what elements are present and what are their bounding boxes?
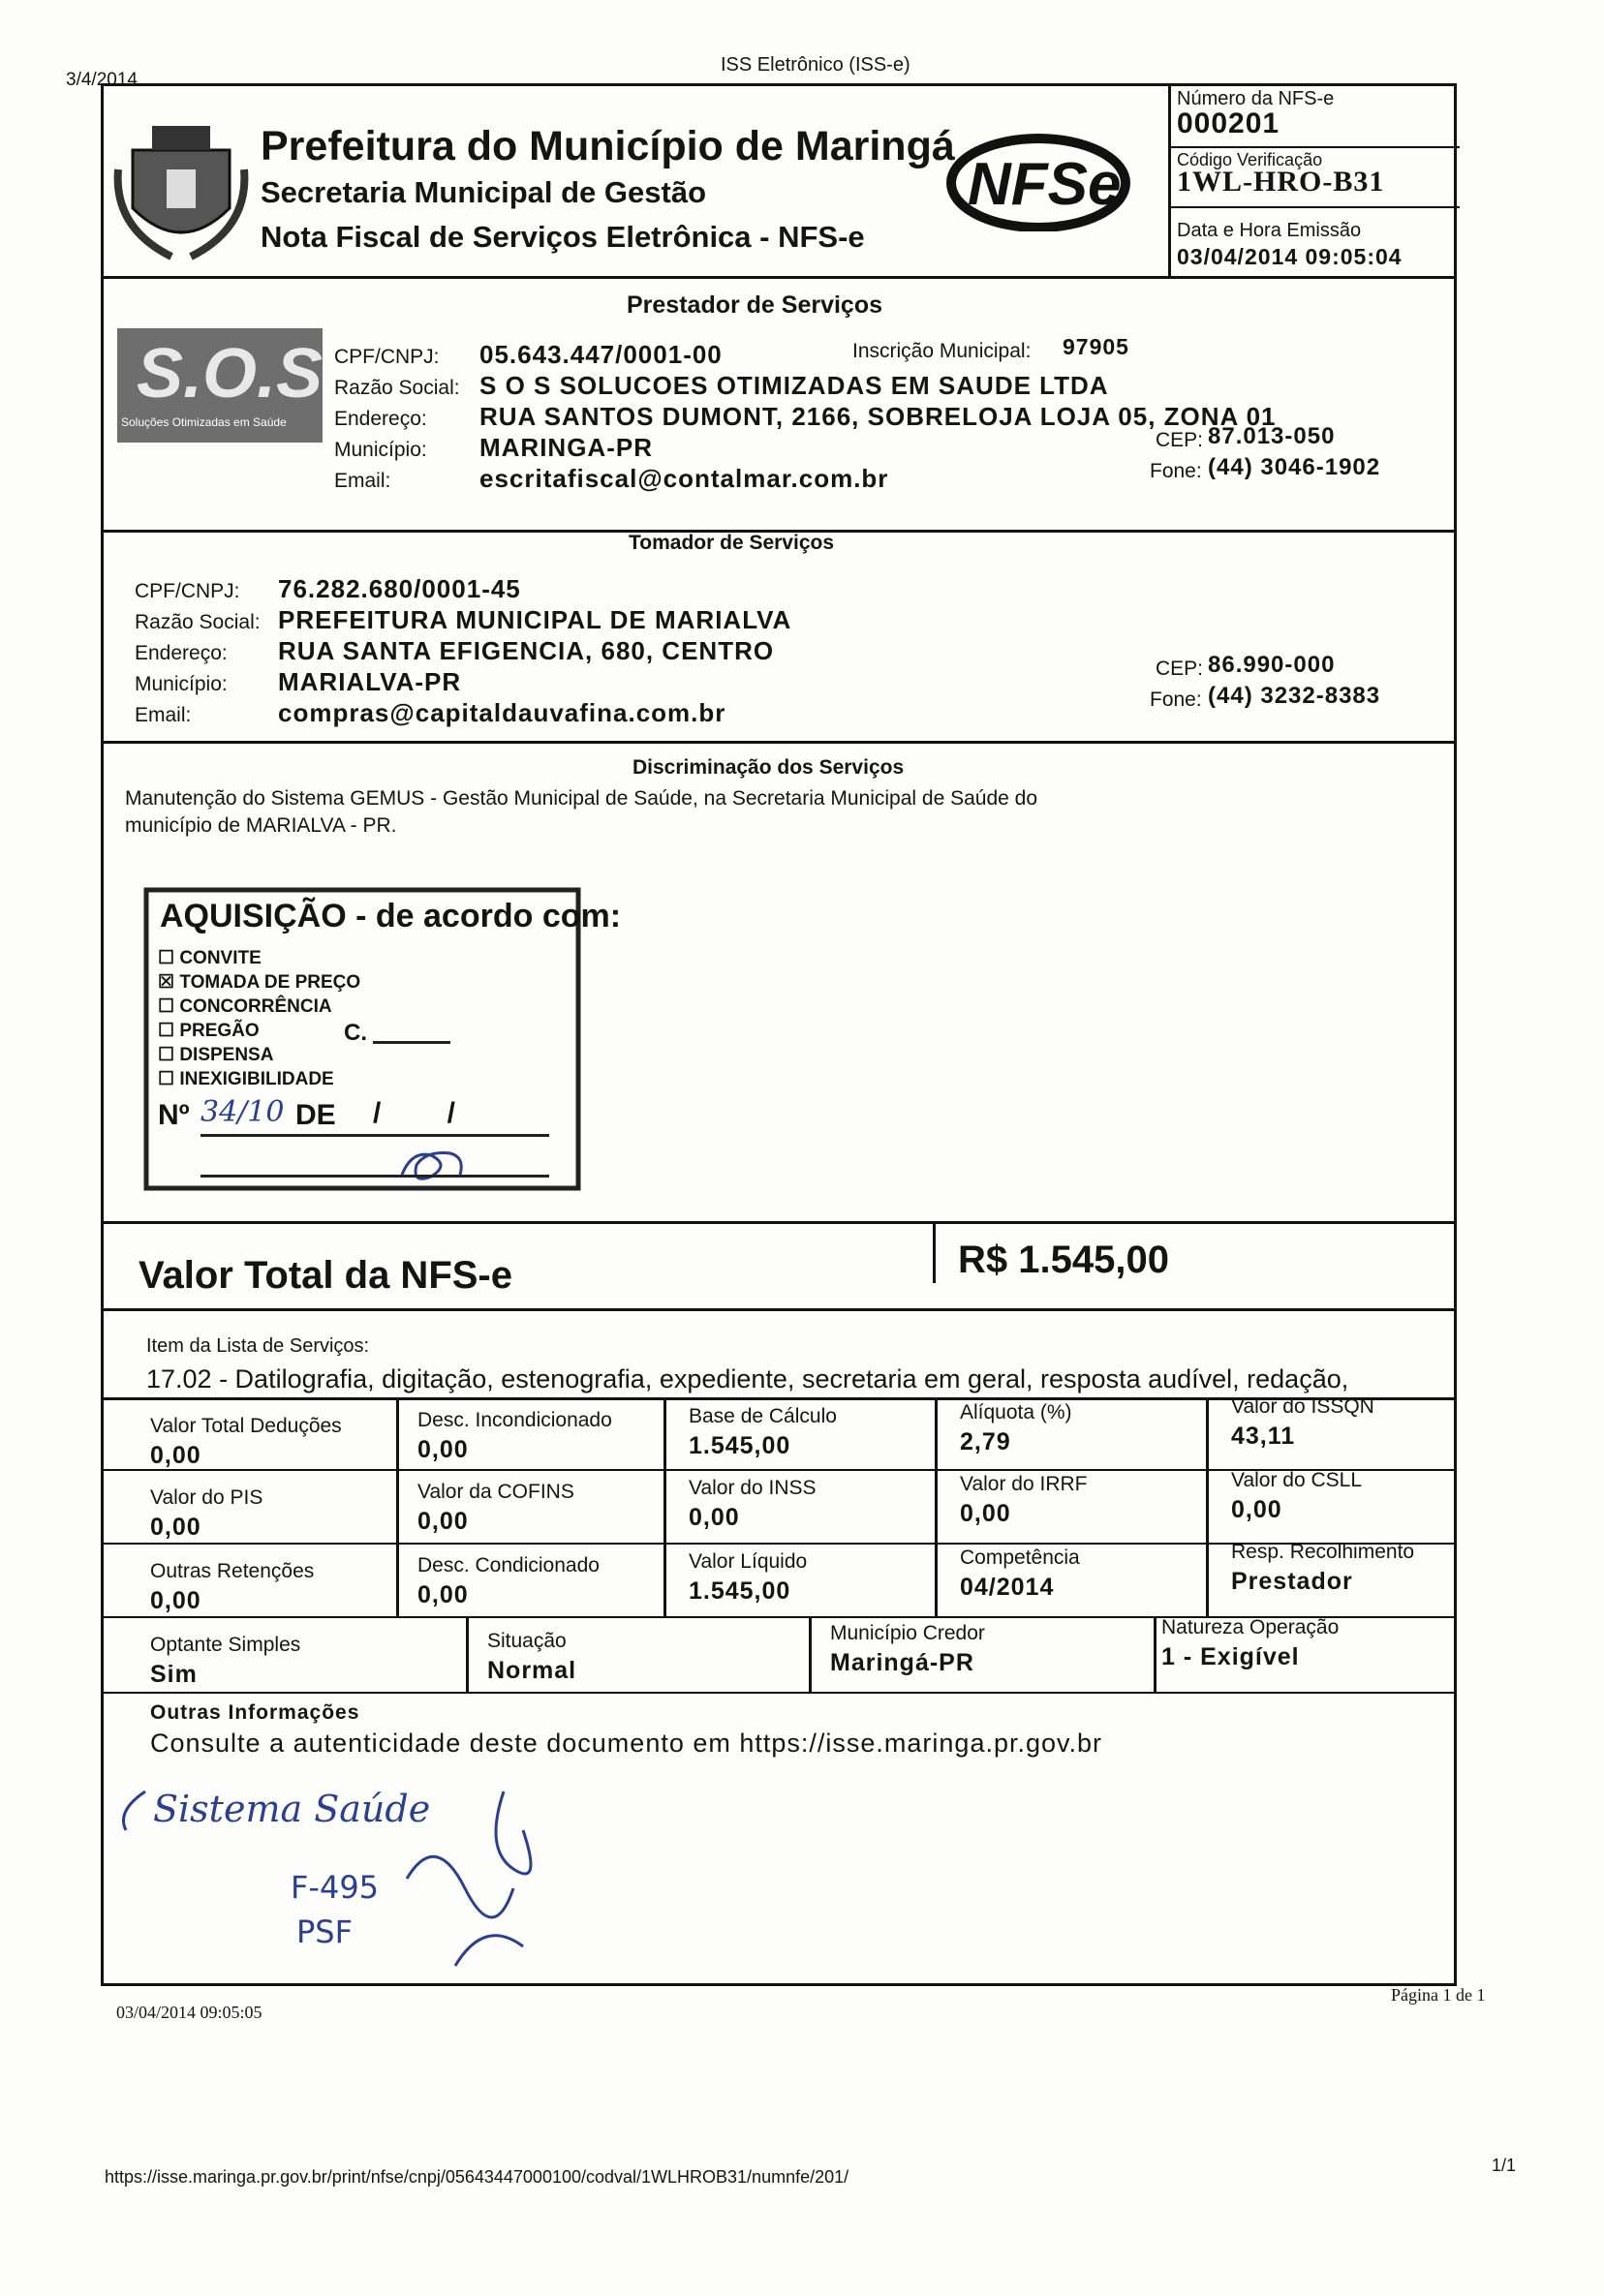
stamp-option-concorrencia: ☐ CONCORRÊNCIA <box>158 996 332 1017</box>
tomador-cep-value: 86.990-000 <box>1208 652 1336 678</box>
cell-label: Desc. Incondicionado <box>417 1409 612 1431</box>
nfse-id-box <box>1168 86 1460 276</box>
codigo-value: 1WL-HRO-B31 <box>1177 166 1385 198</box>
nfse-logo-icon <box>946 125 1140 231</box>
handwriting-line3: PSF <box>296 1913 354 1950</box>
tomador-municipio-value: MARIALVA-PR <box>278 667 462 696</box>
prestador-cpf-value: 05.643.447/0001-00 <box>479 340 723 369</box>
data-emissao-value: 03/04/2014 09:05:04 <box>1177 244 1403 269</box>
cell-value: Sim <box>150 1661 198 1688</box>
footer-page: Página 1 de 1 <box>1391 1985 1486 2005</box>
cell-label: Valor do IRRF <box>960 1473 1088 1495</box>
codigo-label: Código Verificação <box>1177 150 1323 169</box>
document-type: Nota Fiscal de Serviços Eletrônica - NFS-e <box>261 220 865 254</box>
stamp-initials-icon <box>392 1146 470 1188</box>
outras-title: Outras Informações <box>150 1701 360 1724</box>
footer-page-fraction: 1/1 <box>1492 2156 1517 2175</box>
prestador-cpf-label: CPF/CNPJ: <box>334 346 440 368</box>
prestador-municipio-value: MARINGA-PR <box>479 433 653 462</box>
tomador-cpf-label: CPF/CNPJ: <box>135 580 240 602</box>
cell-value: Prestador <box>1231 1568 1353 1595</box>
prestador-endereco-label: Endereço: <box>334 408 427 430</box>
tomador-title: Tomador de Serviços <box>629 532 835 554</box>
handwriting-line2: F-495 <box>291 1869 380 1906</box>
browser-page-title: ISS Eletrônico (ISS-e) <box>721 54 910 76</box>
stamp-no-value: 34/10 <box>200 1095 285 1129</box>
total-value: R$ 1.545,00 <box>958 1239 1169 1281</box>
discriminacao-line2: município de MARIALVA - PR. <box>125 814 397 837</box>
cell-label: Alíquota (%) <box>960 1401 1072 1424</box>
stamp-option-dispensa: ☐ DISPENSA <box>158 1045 274 1065</box>
tomador-municipio-label: Município: <box>135 673 228 695</box>
cell-value: 1.545,00 <box>689 1577 791 1605</box>
numero-label: Número da NFS-e <box>1177 88 1335 109</box>
municipal-crest-icon <box>113 111 249 266</box>
cell-label: Valor da COFINS <box>417 1481 574 1503</box>
cell-label: Situação <box>487 1630 567 1652</box>
cell-label: Resp. Recolhimento <box>1231 1541 1415 1563</box>
stamp-c-label: C. <box>344 1020 367 1046</box>
cell-value: 0,00 <box>150 1587 201 1614</box>
numero-value: 000201 <box>1177 107 1280 139</box>
prestador-title: Prestador de Serviços <box>627 291 883 319</box>
footer-url[interactable]: https://isse.maringa.pr.gov.br/print/nfse/cnpj/05643447000100/codval/1WLHROB31/numnfe/201/ <box>105 2167 849 2187</box>
cell-value: 0,00 <box>417 1508 469 1535</box>
cell-value: 1.545,00 <box>689 1432 791 1459</box>
nfse-logo-text: NFSe <box>968 151 1122 218</box>
stamp-option-label: TOMADA DE PREÇO <box>179 972 361 993</box>
cell-value: Maringá-PR <box>830 1649 974 1676</box>
footer-timestamp: 03/04/2014 09:05:05 <box>116 2003 262 2022</box>
prestador-email-value: escritafiscal@contalmar.com.br <box>479 464 889 493</box>
municipality-name: Prefeitura do Município de Maringá <box>261 123 955 169</box>
stamp-option-label: DISPENSA <box>179 1045 274 1065</box>
nfse-document <box>101 83 1457 1986</box>
cell-value: 0,00 <box>689 1504 740 1531</box>
stamp-date-line <box>200 1134 549 1137</box>
acquisition-stamp <box>140 884 622 1199</box>
cell-value: 0,00 <box>417 1436 469 1463</box>
cell-label: Valor do INSS <box>689 1477 817 1499</box>
sos-logo-text: S.O.S <box>137 335 324 413</box>
cell-label: Valor do CSLL <box>1231 1469 1363 1491</box>
stamp-option-label: INEXIGIBILIDADE <box>179 1069 334 1089</box>
prestador-cep-label: CEP: <box>1156 429 1204 451</box>
cell-value: Normal <box>487 1657 577 1684</box>
cell-label: Competência <box>960 1546 1080 1569</box>
tomador-fone-value: (44) 3232-8383 <box>1208 683 1381 709</box>
cell-label: Valor do ISSQN <box>1231 1395 1374 1418</box>
stamp-de-label: DE <box>295 1099 336 1131</box>
tomador-email-value: compras@capitaldauvafina.com.br <box>278 698 726 727</box>
stamp-option-label: CONCORRÊNCIA <box>179 996 332 1017</box>
cell-value: 2,79 <box>960 1428 1011 1455</box>
print-date: 3/4/2014 <box>66 70 138 90</box>
sos-logo-subtext: Soluções Otimizadas em Saúde <box>121 415 287 429</box>
tomador-cpf-value: 76.282.680/0001-45 <box>278 574 521 603</box>
sos-logo <box>117 328 323 443</box>
stamp-title: AQUISIÇÃO - de acordo com: <box>160 898 622 934</box>
prestador-razao-value: S O S SOLUCOES OTIMIZADAS EM SAUDE LTDA <box>479 371 1109 400</box>
cell-value: 1 - Exigível <box>1161 1643 1300 1670</box>
tomador-cep-label: CEP: <box>1156 658 1204 680</box>
cell-label: Optante Simples <box>150 1634 301 1656</box>
handwriting-line1: Sistema Saúde <box>153 1788 431 1830</box>
item-lista-value: 17.02 - Datilografia, digitação, estenografia, expediente, secretaria em geral, resposta audível, redação, <box>146 1364 1349 1393</box>
cell-value: 0,00 <box>417 1581 469 1608</box>
item-lista-label: Item da Lista de Serviços: <box>146 1335 370 1357</box>
cell-label: Desc. Condicionado <box>417 1554 600 1577</box>
prestador-email-label: Email: <box>334 470 391 492</box>
cell-value: 0,00 <box>960 1500 1011 1527</box>
cell-label: Outras Retenções <box>150 1560 315 1582</box>
cell-label: Valor Líquido <box>689 1550 808 1573</box>
stamp-option-pregao: ☐ PREGÃO <box>158 1021 260 1041</box>
stamp-c-line <box>373 1041 450 1044</box>
cell-value: 0,00 <box>1231 1496 1282 1523</box>
cell-value: 43,11 <box>1231 1423 1296 1450</box>
cell-value: 04/2014 <box>960 1574 1055 1601</box>
total-label: Valor Total da NFS-e <box>139 1254 512 1297</box>
stamp-options <box>158 946 360 1091</box>
tomador-razao-value: PREFEITURA MUNICIPAL DE MARIALVA <box>278 605 792 634</box>
stamp-option-label: CONVITE <box>179 948 262 968</box>
prestador-fone-value: (44) 3046-1902 <box>1208 454 1381 480</box>
cell-label: Valor do PIS <box>150 1486 263 1509</box>
prestador-cep-value: 87.013-050 <box>1208 423 1336 449</box>
discriminacao-line1: Manutenção do Sistema GEMUS - Gestão Municipal de Saúde, na Secretaria Municipal de Saúde do <box>125 787 1038 810</box>
stamp-option-label: PREGÃO <box>179 1021 260 1041</box>
data-emissao-label: Data e Hora Emissão <box>1177 220 1362 241</box>
stamp-no-label: Nº <box>158 1099 190 1131</box>
stamp-bottom-line <box>200 1175 549 1178</box>
discriminacao-title: Discriminação dos Serviços <box>632 756 905 779</box>
tomador-fone-label: Fone: <box>1150 689 1202 711</box>
tomador-razao-label: Razão Social: <box>135 611 261 633</box>
prestador-fone-label: Fone: <box>1150 460 1202 482</box>
cell-label: Natureza Operação <box>1161 1616 1340 1638</box>
cell-label: Município Credor <box>830 1622 985 1644</box>
tomador-endereco-label: Endereço: <box>135 642 228 664</box>
prestador-municipio-label: Município: <box>334 439 427 461</box>
tomador-endereco-value: RUA SANTA EFIGENCIA, 680, CENTRO <box>278 636 775 665</box>
department-name: Secretaria Municipal de Gestão <box>261 175 707 209</box>
cell-label: Base de Cálculo <box>689 1405 837 1427</box>
outras-text: Consulte a autenticidade deste documento em https://isse.maringa.pr.gov.br <box>150 1729 1103 1758</box>
tomador-email-label: Email: <box>135 704 192 726</box>
cell-value: 0,00 <box>150 1514 201 1541</box>
stamp-option-convite: ☐ CONVITE <box>158 948 262 968</box>
stamp-option-inexigibilidade: ☐ INEXIGIBILIDADE <box>158 1069 334 1089</box>
cell-value: 0,00 <box>150 1442 201 1469</box>
stamp-date-value: / / <box>373 1097 485 1129</box>
stamp-option-tomada: ☒ TOMADA DE PREÇO <box>158 972 361 993</box>
prestador-razao-label: Razão Social: <box>334 377 460 399</box>
cell-label: Valor Total Deduções <box>150 1415 342 1437</box>
prestador-endereco-value: RUA SANTOS DUMONT, 2166, SOBRELOJA LOJA 05, ZONA 01 <box>479 402 1277 431</box>
inscricao-value: 97905 <box>1063 334 1129 359</box>
inscricao-label: Inscrição Municipal: <box>852 340 1032 362</box>
